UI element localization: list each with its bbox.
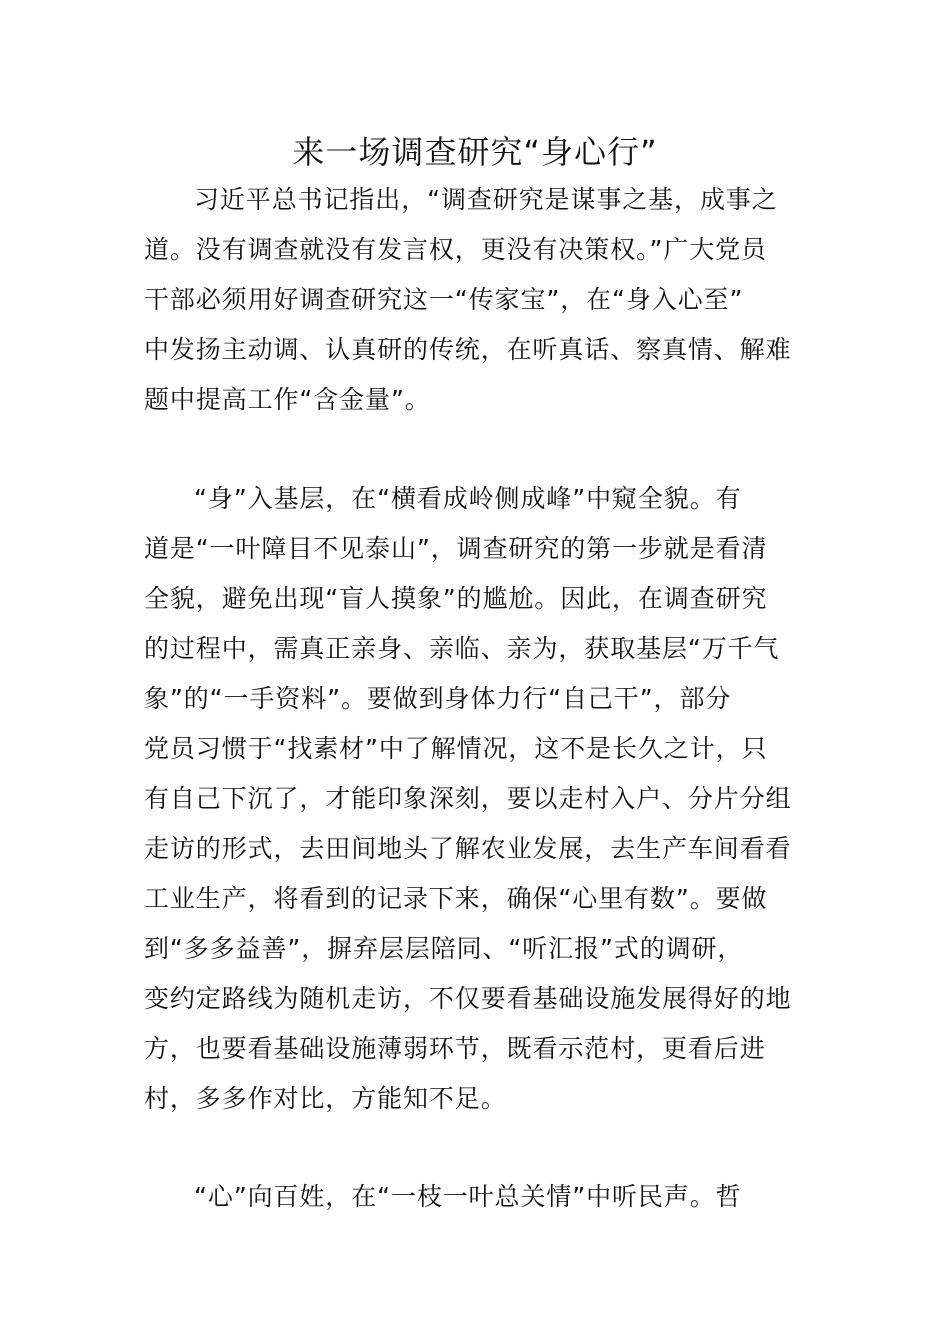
paragraph-line: 象”的“一手资料”。要做到身体力行“自己干”，部分	[144, 684, 732, 713]
paragraph-line: “心”向百姓，在“一枝一叶总关情”中听民声。哲	[194, 1182, 742, 1211]
paragraph-line: 题中提高工作“含金量”。	[144, 385, 431, 414]
paragraph-line: “身”入基层，在“横看成岭侧成峰”中窥全貌。有	[194, 484, 742, 513]
paragraph-line: 村，多多作对比，方能知不足。	[144, 1084, 507, 1113]
paragraph-2	[144, 474, 824, 1124]
paragraph-line: 有自己下沉了，才能印象深刻，要以走村入户、分片分组	[144, 784, 792, 813]
paragraph-line: 全貌，避免出现“盲人摸象”的尴尬。因此，在调查研究	[144, 584, 768, 613]
paragraph-line: 的过程中，需真正亲身、亲临、亲为，获取基层“万千气	[144, 634, 780, 663]
paragraph-3	[144, 1172, 824, 1222]
paragraph-line: 干部必须用好调查研究这一“传家宝”，在“身入心至”	[144, 285, 744, 314]
document-title: 来一场调查研究“身心行”	[292, 133, 658, 171]
paragraph-line: 党员习惯于“找素材”中了解情况，这不是长久之计，只	[144, 734, 768, 763]
paragraph-line: 方，也要看基础设施薄弱环节，既看示范村，更看后进	[144, 1034, 766, 1063]
paragraph-line: 习近平总书记指出，“调查研究是谋事之基，成事之	[194, 185, 778, 214]
paragraph-line: 走访的形式，去田间地头了解农业发展，去生产车间看看	[144, 834, 792, 863]
paragraph-line: 中发扬主动调、认真研的传统，在听真话、察真情、解难	[144, 335, 792, 364]
paragraph-line: 变约定路线为随机走访，不仅要看基础设施发展得好的地	[144, 984, 792, 1013]
paragraph-line: 工业生产，将看到的记录下来，确保“心里有数”。要做	[144, 884, 768, 913]
paragraph-line: 到“多多益善”，摒弃层层陪同、“听汇报”式的调研，	[144, 934, 744, 963]
paragraph-line: 道。没有调查就没有发言权，更没有决策权。”广大党员	[144, 235, 767, 264]
paragraph-1	[144, 175, 824, 425]
paragraph-line: 道是“一叶障目不见泰山”，调查研究的第一步就是看清	[144, 534, 768, 563]
